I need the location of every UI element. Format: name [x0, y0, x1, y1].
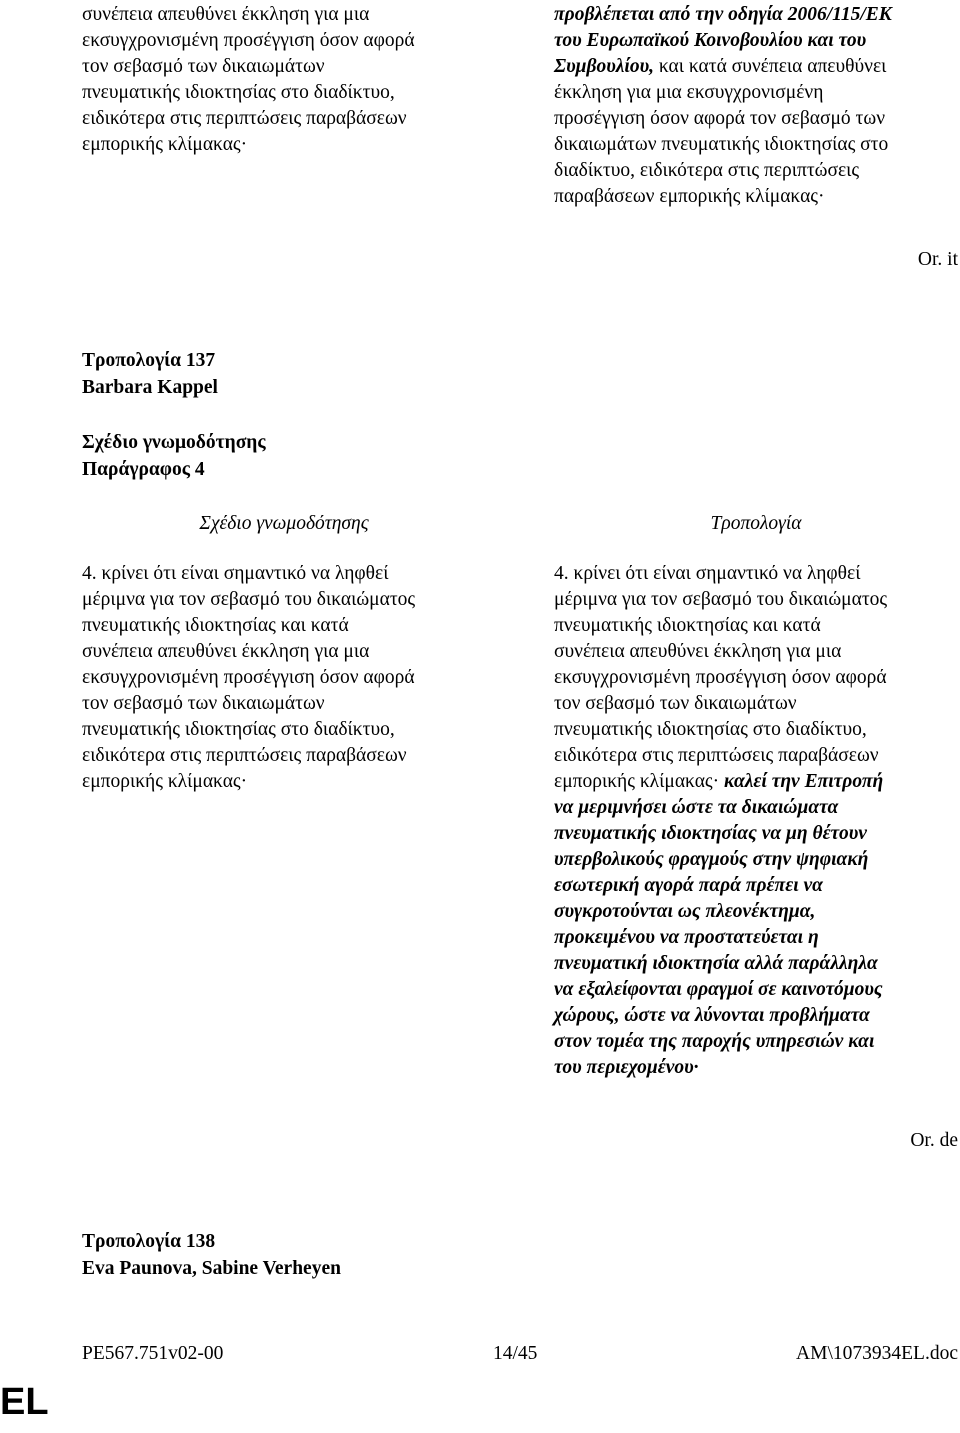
draft-opinion-text: 4. κρίνει ότι είναι σημαντικό να ληφθεί μέριμνα για τον σεβασμό του δικαιώματος πνευματικής ιδιοκτησίας και κατά συνέπεια απευθύνει έκκληση για μια εκσυγχρονισμένη προσέγγιση όσον αφορά τον σεβασμό των δικαιωμάτων πνευματικής ιδιοκτησίας στο διαδίκτυο, ειδικότερα στις περιπτώσεις παραβάσεων εμπορικής κλίμακας·: [82, 563, 416, 792]
amendment-label: Τροπολογία: [82, 350, 182, 371]
amendment-number: 138: [185, 1231, 216, 1252]
top-left-text: συνέπεια απευθύνει έκκληση για μια εκσυγχρονισμένη προσέγγιση όσον αφορά τον σεβασμό των δικαιωμάτων πνευματικής ιδιοκτησίας στο διαδίκτυο, ειδικότερα στις περιπτώσεις παραβάσεων εμπορικής κλίμακας·: [82, 4, 415, 155]
top-right-bold-text: προβλέπεται από την οδηγία 2006/115/ΕΚ του Ευρωπαϊκού Κοινοβουλίου και του Συμβουλίου,: [554, 4, 892, 77]
amendment-137-document: Σχέδιο γνωμοδότησης: [82, 432, 266, 453]
amendment-138-title: [82, 1229, 215, 1255]
amendment-137-title: [82, 348, 215, 374]
amendment-text-added: καλεί την Επιτροπή να μεριμνήσει ώστε τα δικαιώματα πνευματικής ιδιοκτησίας να μη θέτουν υπερβολικούς φραγμούς στην ψηφιακή εσωτερική αγορά παρά πρέπει να συγκροτούνται ως πλεονέκτημα, προκειμένου να προστατεύεται η πνευματική ιδιοκτησία αλλά παράλληλα να εξαλείφονται φραγμοί σε καινοτόμους χώρους, ώστε να λύνονται προβλήματα στον τομέα της παροχής υπηρεσιών και του περιεχομένου·: [554, 771, 884, 1078]
footer-language-code: EL: [0, 1381, 49, 1423]
amendment-137-paragraph: Παράγραφος 4: [82, 459, 205, 480]
amendment-138-authors: Eva Paunova, Sabine Verheyen: [82, 1258, 341, 1279]
amendment-text-unchanged: 4. κρίνει ότι είναι σημαντικό να ληφθεί μέριμνα για τον σεβασμό του δικαιώματος πνευματικής ιδιοκτησίας και κατά συνέπεια απευθύνει έκκληση για μια εκσυγχρονισμένη προσέγγιση όσον αφορά τον σεβασμό των δικαιωμάτων πνευματικής ιδιοκτησίας στο διαδίκτυο, ειδικότερα στις περιπτώσεις παραβάσεων εμπορικής κλίμακας·: [554, 563, 888, 792]
footer-filename: AM\1073934EL.doc: [796, 1343, 958, 1364]
top-right-plain-text: και κατά συνέπεια απευθύνει έκκληση για μια εκσυγχρονισμένη προσέγγιση όσον αφορά τον σεβασμό των δικαιωμάτων πνευματικής ιδιοκτησίας στο διαδίκτυο, ειδικότερα στις περιπτώσεις παραβάσεων εμπορικής κλίμακας·: [554, 56, 889, 207]
top-right-text: [554, 2, 960, 210]
amendment-label: Τροπολογία: [82, 1231, 182, 1252]
origin-language-it: Or. it: [917, 249, 958, 270]
column-heading-draft-opinion: Σχέδιο γνωμοδότησης: [199, 513, 369, 534]
column-heading-amendment: Τροπολογία: [710, 513, 802, 534]
amendment-number: 137: [185, 350, 216, 371]
amendment-text: [554, 561, 960, 1081]
origin-language-de: Or. de: [910, 1130, 958, 1151]
footer-reference: PE567.751v02-00: [82, 1343, 224, 1364]
amendment-137-author: Barbara Kappel: [82, 377, 218, 398]
footer-page-number: 14/45: [493, 1343, 538, 1364]
